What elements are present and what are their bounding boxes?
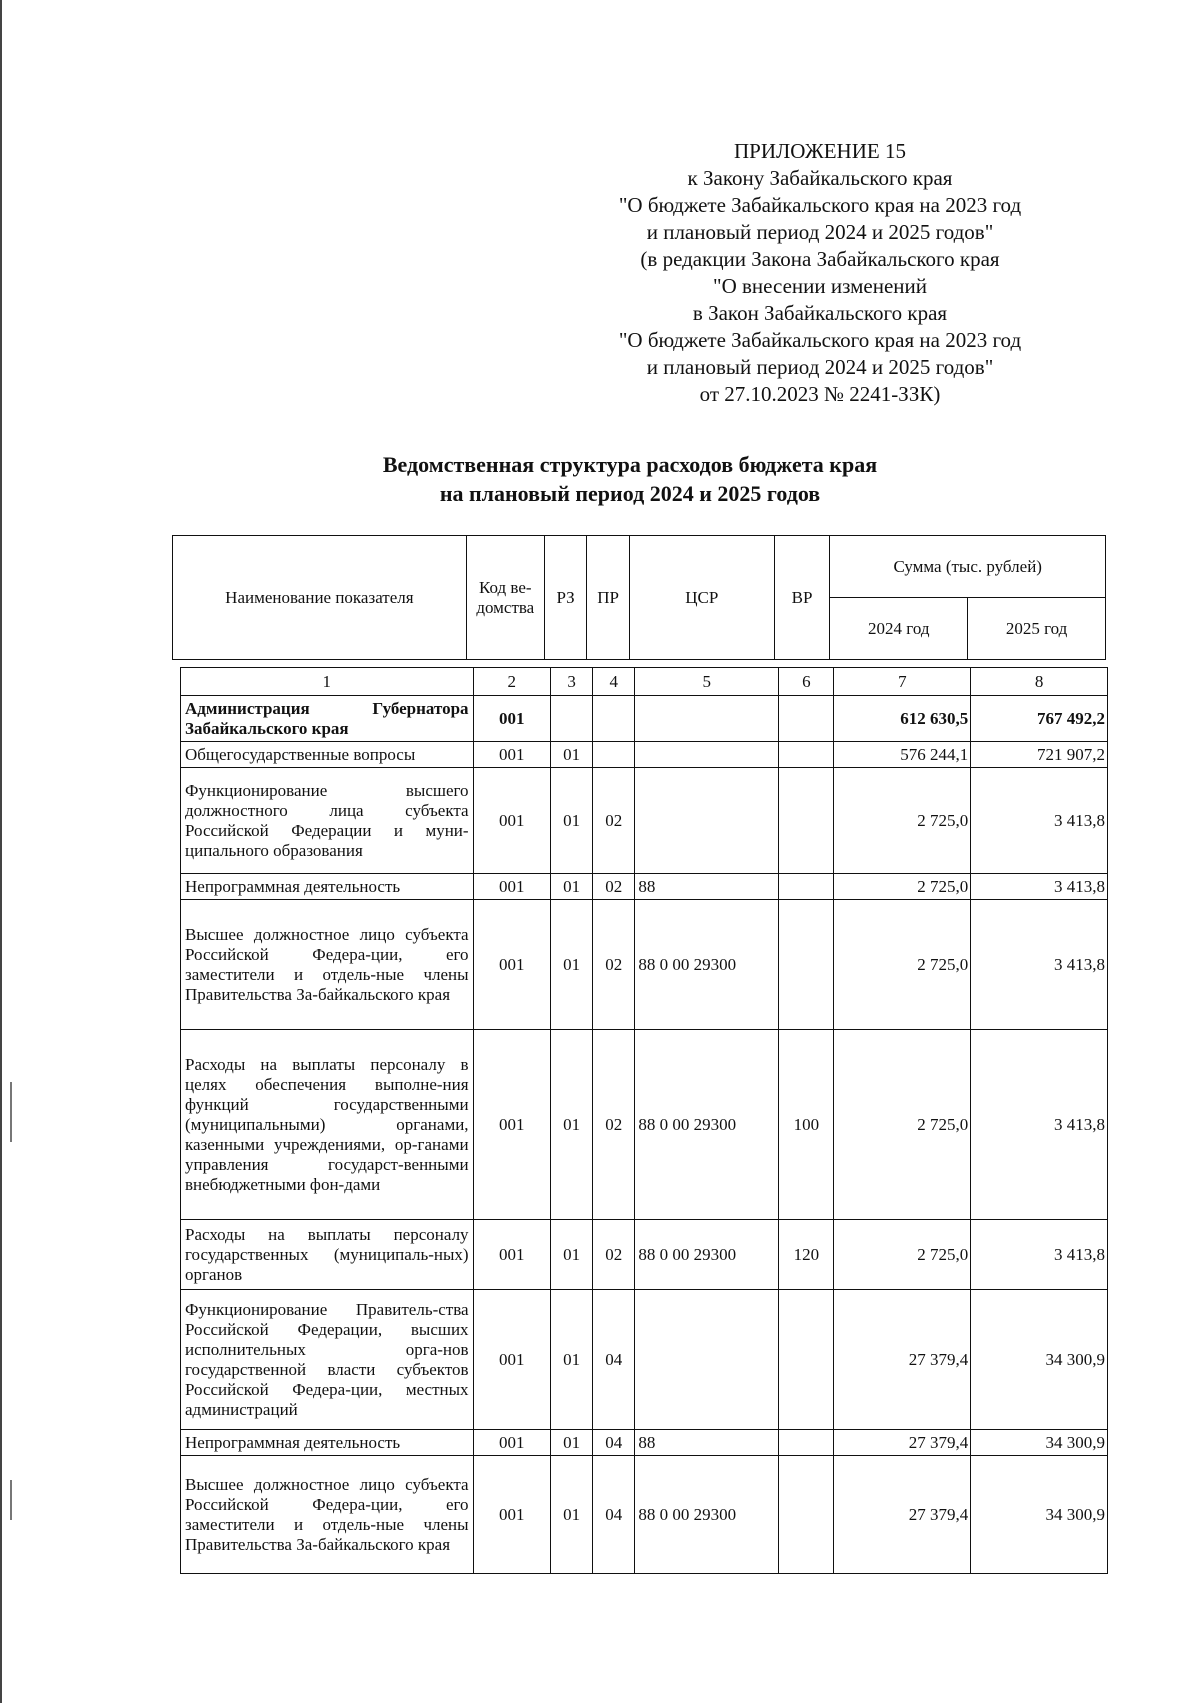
row-sum-2024: 576 244,1 bbox=[834, 742, 971, 768]
row-vr bbox=[779, 1430, 834, 1456]
table-row bbox=[181, 900, 1108, 1030]
row-sum-2025: 34 300,9 bbox=[971, 1456, 1108, 1574]
table-row bbox=[181, 768, 1108, 874]
row-code: 001 bbox=[473, 1030, 550, 1220]
row-csr: 88 0 00 29300 bbox=[635, 1220, 779, 1290]
row-csr: 88 bbox=[635, 1430, 779, 1456]
row-sum-2025: 721 907,2 bbox=[971, 742, 1108, 768]
row-code: 001 bbox=[473, 874, 550, 900]
row-sum-2025: 3 413,8 bbox=[971, 1220, 1108, 1290]
row-vr bbox=[779, 742, 834, 768]
table-row bbox=[181, 1030, 1108, 1220]
scan-mark bbox=[10, 1082, 12, 1142]
row-name: Расходы на выплаты персоналу в целях обеспечения выполне-ния функций государственными (муниципальными) органами, казенными учреждениями, ор-ганами управления государст-венными внебюджетными фон-дами bbox=[181, 1030, 474, 1220]
row-rz: 01 bbox=[550, 742, 592, 768]
row-rz: 01 bbox=[550, 1290, 592, 1430]
row-pr: 04 bbox=[593, 1456, 635, 1574]
row-sum-2024: 2 725,0 bbox=[834, 1030, 971, 1220]
header-csr: ЦСР bbox=[629, 536, 774, 660]
row-rz: 01 bbox=[550, 1220, 592, 1290]
row-csr: 88 0 00 29300 bbox=[635, 1456, 779, 1574]
row-rz: 01 bbox=[550, 1430, 592, 1456]
column-number: 8 bbox=[971, 668, 1108, 696]
header-rz: РЗ bbox=[544, 536, 587, 660]
column-number: 4 bbox=[593, 668, 635, 696]
row-name: Общегосударственные вопросы bbox=[181, 742, 474, 768]
header-line: и плановый период 2024 и 2025 годов" bbox=[646, 220, 994, 244]
row-name: Расходы на выплаты персоналу государственных (муниципаль-ных) органов bbox=[181, 1220, 474, 1290]
row-pr bbox=[593, 742, 635, 768]
header-line: от 27.10.2023 № 2241-ЗЗК) bbox=[699, 382, 941, 406]
row-code: 001 bbox=[473, 768, 550, 874]
scan-mark bbox=[10, 1480, 12, 1520]
row-vr bbox=[779, 1456, 834, 1574]
row-name: Непрограммная деятельность bbox=[181, 1430, 474, 1456]
row-name: Функционирование Правитель-ства Российской Федерации, высших исполнительных орга-нов государственной власти субъектов Российской Федера-ции, местных администраций bbox=[181, 1290, 474, 1430]
header-line: и плановый период 2024 и 2025 годов" bbox=[646, 355, 994, 379]
row-csr bbox=[635, 696, 779, 742]
column-number: 6 bbox=[779, 668, 834, 696]
row-name: Непрограммная деятельность bbox=[181, 874, 474, 900]
column-number: 7 bbox=[834, 668, 971, 696]
row-code: 001 bbox=[473, 1456, 550, 1574]
header-line: "О бюджете Забайкальского края на 2023 год bbox=[618, 328, 1022, 352]
header-code: Код ве-домства bbox=[466, 536, 544, 660]
header-name: Наименование показателя bbox=[173, 536, 467, 660]
row-pr: 04 bbox=[593, 1290, 635, 1430]
column-number: 2 bbox=[473, 668, 550, 696]
header-line: "О внесении изменений bbox=[713, 274, 927, 298]
table-row bbox=[181, 742, 1108, 768]
row-name: Функционирование высшего должностного лица субъекта Российской Федерации и муни-ципального образования bbox=[181, 768, 474, 874]
row-rz: 01 bbox=[550, 874, 592, 900]
row-sum-2024: 2 725,0 bbox=[834, 1220, 971, 1290]
row-code: 001 bbox=[473, 1430, 550, 1456]
row-name: Администрация Губернатора Забайкальского края bbox=[181, 696, 474, 742]
row-pr: 02 bbox=[593, 1030, 635, 1220]
row-rz: 01 bbox=[550, 900, 592, 1030]
row-vr bbox=[779, 1290, 834, 1430]
row-rz: 01 bbox=[550, 768, 592, 874]
column-number: 1 bbox=[181, 668, 474, 696]
table-row bbox=[181, 874, 1108, 900]
title-line: на плановый период 2024 и 2025 годов bbox=[439, 481, 821, 506]
row-rz: 01 bbox=[550, 1456, 592, 1574]
document-title bbox=[0, 450, 1200, 508]
row-csr: 88 0 00 29300 bbox=[635, 900, 779, 1030]
row-pr: 02 bbox=[593, 1220, 635, 1290]
row-sum-2025: 767 492,2 bbox=[971, 696, 1108, 742]
row-sum-2024: 27 379,4 bbox=[834, 1290, 971, 1430]
row-sum-2025: 3 413,8 bbox=[971, 874, 1108, 900]
table-row bbox=[181, 1290, 1108, 1430]
table-row bbox=[181, 1220, 1108, 1290]
row-sum-2024: 2 725,0 bbox=[834, 874, 971, 900]
data-table bbox=[180, 667, 1108, 1574]
row-csr: 88 0 00 29300 bbox=[635, 1030, 779, 1220]
row-code: 001 bbox=[473, 900, 550, 1030]
scan-edge-line bbox=[0, 0, 2, 1703]
row-sum-2024: 2 725,0 bbox=[834, 768, 971, 874]
appendix-header bbox=[560, 138, 1080, 408]
row-sum-2025: 3 413,8 bbox=[971, 1030, 1108, 1220]
header-line: к Закону Забайкальского края bbox=[687, 166, 953, 190]
row-csr: 88 bbox=[635, 874, 779, 900]
row-csr bbox=[635, 742, 779, 768]
row-sum-2025: 34 300,9 bbox=[971, 1290, 1108, 1430]
row-rz bbox=[550, 696, 592, 742]
row-vr bbox=[779, 874, 834, 900]
header-sum: Сумма (тыс. рублей) bbox=[830, 536, 1106, 598]
header-pr: ПР bbox=[587, 536, 630, 660]
row-pr: 02 bbox=[593, 900, 635, 1030]
row-sum-2025: 3 413,8 bbox=[971, 768, 1108, 874]
header-line: (в редакции Закона Забайкальского края bbox=[640, 247, 1000, 271]
row-code: 001 bbox=[473, 696, 550, 742]
column-number: 3 bbox=[550, 668, 592, 696]
row-name: Высшее должностное лицо субъекта Российской Федера-ции, его заместители и отдель-ные члены Правительства За-байкальского края bbox=[181, 900, 474, 1030]
row-sum-2024: 27 379,4 bbox=[834, 1456, 971, 1574]
table-header bbox=[172, 535, 1106, 660]
row-name: Высшее должностное лицо субъекта Российской Федера-ции, его заместители и отдель-ные члены Правительства За-байкальского края bbox=[181, 1456, 474, 1574]
row-vr: 120 bbox=[779, 1220, 834, 1290]
row-sum-2025: 3 413,8 bbox=[971, 900, 1108, 1030]
row-pr: 02 bbox=[593, 874, 635, 900]
title-line: Ведомственная структура расходов бюджета края bbox=[382, 452, 878, 477]
header-year-2024: 2024 год bbox=[830, 598, 968, 660]
table-row bbox=[181, 1430, 1108, 1456]
row-code: 001 bbox=[473, 742, 550, 768]
header-vr: ВР bbox=[774, 536, 830, 660]
row-code: 001 bbox=[473, 1290, 550, 1430]
table-row bbox=[181, 1456, 1108, 1574]
table-row bbox=[181, 696, 1108, 742]
row-rz: 01 bbox=[550, 1030, 592, 1220]
row-sum-2024: 2 725,0 bbox=[834, 900, 971, 1030]
header-line: ПРИЛОЖЕНИЕ 15 bbox=[734, 139, 906, 163]
header-line: "О бюджете Забайкальского края на 2023 год bbox=[618, 193, 1022, 217]
row-vr bbox=[779, 768, 834, 874]
row-csr bbox=[635, 768, 779, 874]
row-sum-2024: 612 630,5 bbox=[834, 696, 971, 742]
row-csr bbox=[635, 1290, 779, 1430]
row-sum-2024: 27 379,4 bbox=[834, 1430, 971, 1456]
column-number: 5 bbox=[635, 668, 779, 696]
row-sum-2025: 34 300,9 bbox=[971, 1430, 1108, 1456]
row-vr bbox=[779, 900, 834, 1030]
row-pr: 04 bbox=[593, 1430, 635, 1456]
row-vr: 100 bbox=[779, 1030, 834, 1220]
header-year-2025: 2025 год bbox=[968, 598, 1106, 660]
column-number-row bbox=[181, 668, 1108, 696]
header-line: в Закон Забайкальского края bbox=[692, 301, 948, 325]
row-code: 001 bbox=[473, 1220, 550, 1290]
row-pr: 02 bbox=[593, 768, 635, 874]
row-vr bbox=[779, 696, 834, 742]
row-pr bbox=[593, 696, 635, 742]
